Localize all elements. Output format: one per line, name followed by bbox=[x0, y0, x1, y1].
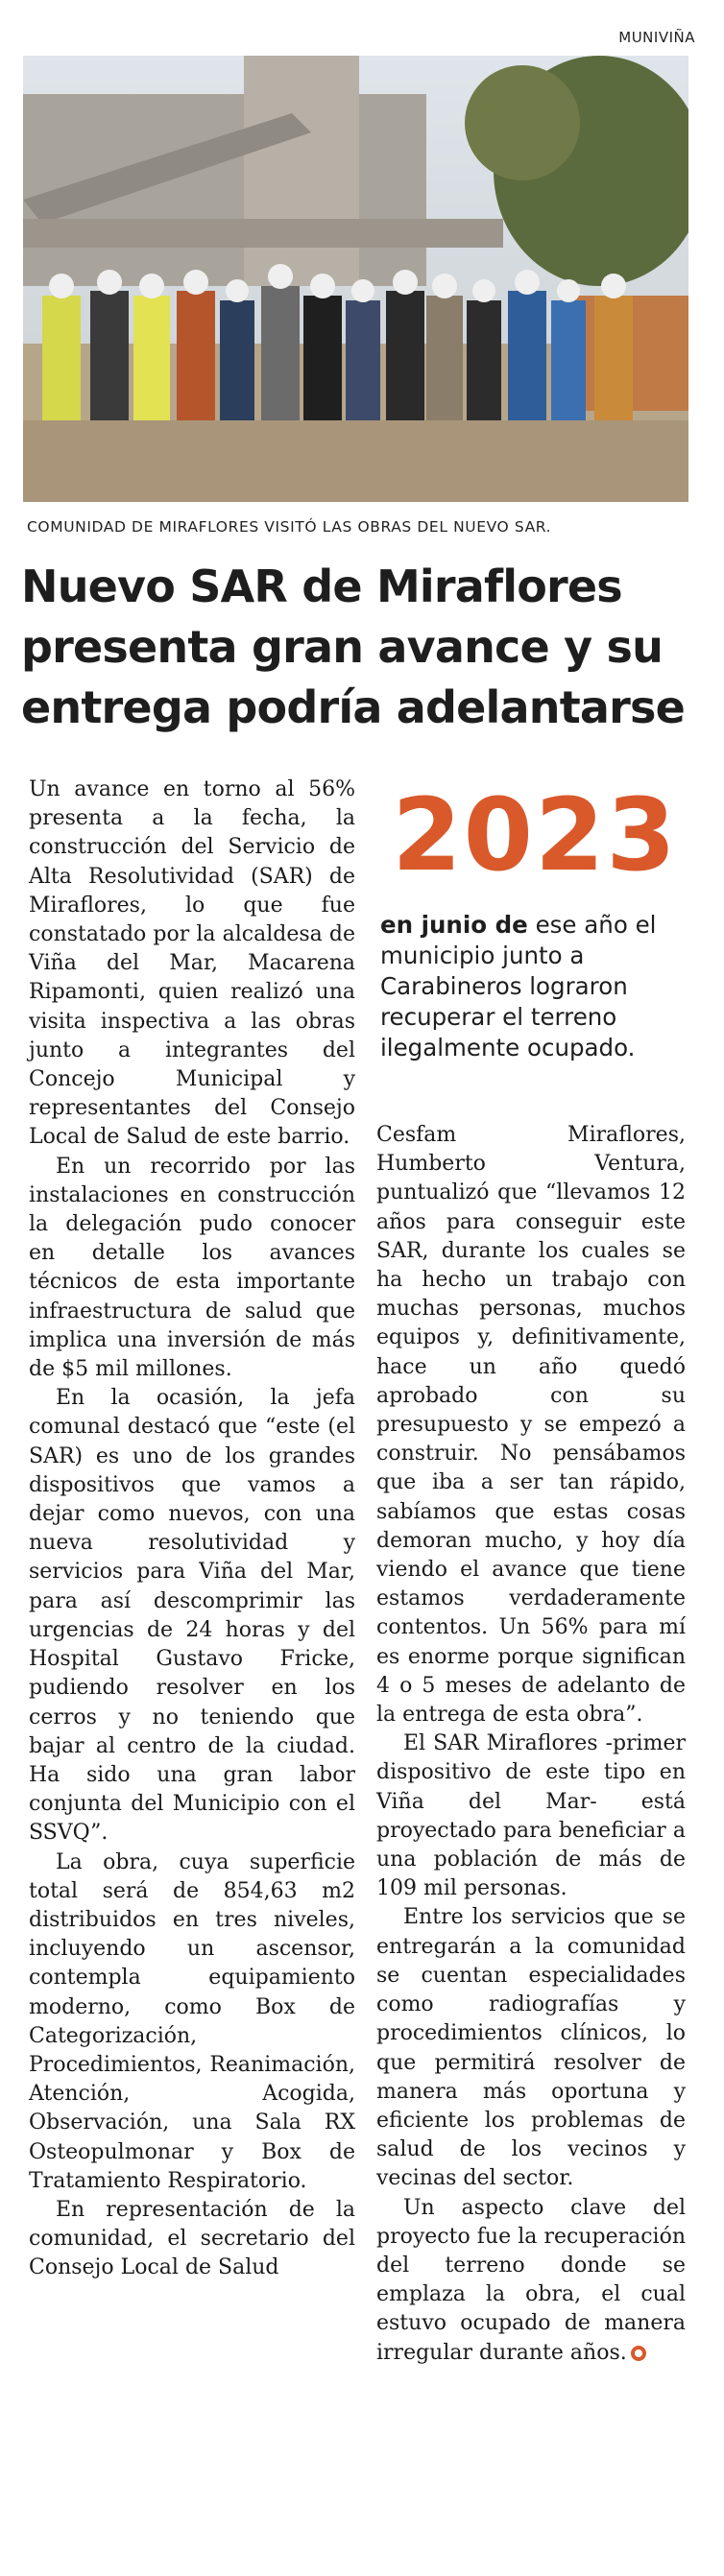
paragraph: En un recorrido por las instalaciones en construcción la delegación pudo conocer en detalle los avances técnicos de esta importante infraestructura de salud que implica una inversión de más de $5 mil millones. bbox=[29, 1154, 355, 1382]
body-column-right bbox=[376, 1121, 686, 2368]
photo-caption: COMUNIDAD DE MIRAFLORES VISITÓ LAS OBRAS DEL NUEVO SAR. bbox=[27, 518, 552, 536]
paragraph: En representación de la comunidad, el secretario del Consejo Local de Salud bbox=[29, 2197, 355, 2280]
paragraph: En la ocasión, la jefa comunal destacó que “este (el SAR) es uno de los grandes dispositivos que vamos a dejar como nuevos, con una nueva resolutividad y servicios para Viña del Mar, para así descomprimir las urgencias de 24 horas y del Hospital Gustavo Fricke, pudiendo resolver en los cerros y no teniendo que bajar al centro de la ciudad. Ha sido una gran labor conjunta del Municipio con el SSVQ”. bbox=[29, 1386, 355, 1846]
article-photo bbox=[23, 56, 688, 502]
paragraph: Un avance en torno al 56% presenta a la fecha, la construcción del Servicio de Alta Resolutividad (SAR) de Miraflores, lo que fue constatado por la alcaldesa de Viña del Mar, Macarena Ripamonti, quien realizó una visita inspectiva a las obras junto a integrantes del Concejo Municipal y representantes del Consejo Local de Salud de este barrio. bbox=[29, 777, 355, 1150]
callout-bold: en junio de bbox=[380, 911, 528, 939]
paragraph: La obra, cuya superficie total será de 854,63 m2 distribuidos en tres niveles, incluyendo un ascensor, contempla equipamiento moderno, como Box de Categorización, Procedimientos, Reanimación, Atención, Acogida, Observación, una Sala RX Osteopulmonar y Box de Tratamiento Respiratorio. bbox=[29, 1849, 355, 2193]
headline-line: presenta gran avance y su bbox=[21, 621, 664, 673]
paragraph-text: Un aspecto clave del proyecto fue la recuperación del terreno donde se emplaza la obra, el cual estuvo ocupado de manera irregular durante años. bbox=[376, 2195, 686, 2365]
headline-line: entrega podría adelantarse bbox=[21, 681, 685, 733]
paragraph: Entre los servicios que se entregarán a la comunidad se cuentan especialidades como radiografías y procedimientos clínicos, lo que permitirá resolver de manera más oportuna y eficiente los problemas de salud de los vecinos y vecinas del sector. bbox=[376, 1905, 686, 2191]
highlight-year: 2023 bbox=[392, 776, 678, 894]
body-column-left bbox=[29, 775, 355, 2283]
group-photo-icon bbox=[23, 56, 688, 502]
headline bbox=[21, 557, 712, 738]
highlight-callout bbox=[380, 910, 688, 1063]
paragraph: Cesfam Miraflores, Humberto Ventura, puntualizó que “llevamos 12 años para conseguir este SAR, durante los cuales se ha hecho un trabajo con muchas personas, muchos equipos y, definitivamente, hace un año quedó aprobado con su presupuesto y se empezó a construir. No pensábamos que iba a ser tan rápido, sabíamos que estas cosas demoran mucho, y hoy día viendo el avance que tiene estamos verdaderamente contentos. Un 56% para mí es enorme porque significan 4 o 5 meses de adelanto de la entrega de esta obra”. bbox=[376, 1123, 686, 1728]
section-label: MUNIVIÑA bbox=[618, 29, 695, 46]
paragraph: El SAR Miraflores -primer dispositivo de este tipo en Viña del Mar- está proyectado para beneficiar a una población de más de 109 mil personas. bbox=[376, 1731, 686, 1901]
callout-text: ese año el municipio junto a Carabineros lograron recuperar el terreno ilegalmente ocupado. bbox=[380, 911, 657, 1061]
paragraph bbox=[376, 2194, 686, 2368]
end-of-article-icon bbox=[631, 2346, 646, 2361]
headline-line: Nuevo SAR de Miraflores bbox=[21, 561, 622, 612]
